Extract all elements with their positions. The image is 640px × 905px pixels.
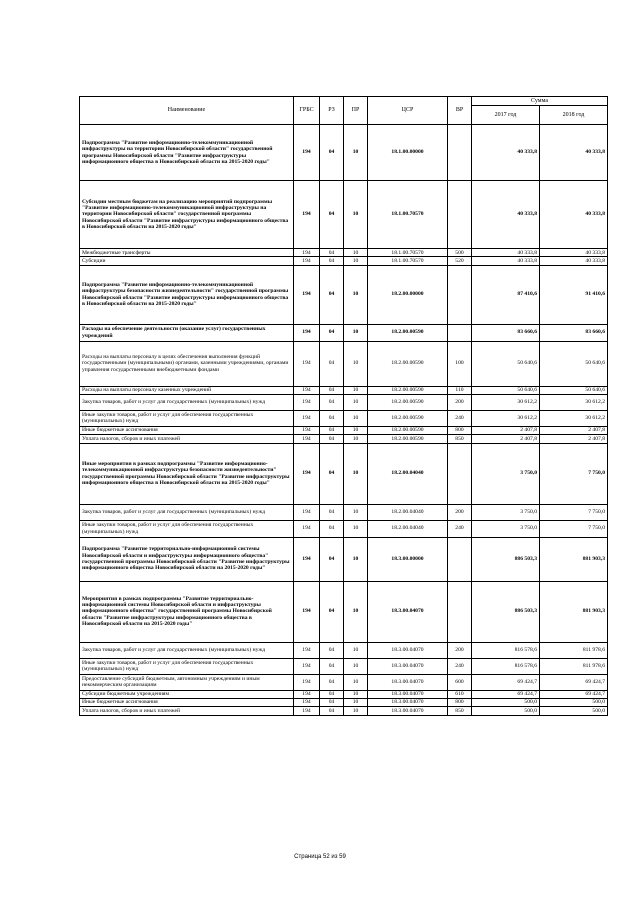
cell-grbs: 194 [294,249,320,257]
cell-csr: 18.2.00.00590 [368,386,448,394]
cell-grbs: 194 [294,125,320,181]
cell-name: Расходы на выплаты персоналу в целях обеспечения выполнения функций государственными (муниципальными) органами, казенными учреждениями, органами управления государственными внебюджетными фондами [80,341,294,386]
cell-grbs: 194 [294,658,320,674]
cell-vr: 800 [448,698,472,706]
cell-y2018: 69 424,7 [540,690,608,698]
header-rz: РЗ [320,97,344,125]
cell-rz: 04 [320,642,344,658]
cell-grbs: 194 [294,504,320,520]
cell-vr: 200 [448,504,472,520]
cell-y2018: 50 640,6 [540,386,608,394]
cell-y2018: 83 660,6 [540,324,608,341]
cell-grbs: 194 [294,341,320,386]
cell-rz: 04 [320,504,344,520]
cell-name: Иные бюджетные ассигнования [80,426,294,434]
cell-grbs: 194 [294,443,320,504]
table-row [80,435,608,443]
cell-pr: 10 [344,426,368,434]
table-row [80,341,608,386]
cell-vr [448,443,472,504]
cell-grbs: 194 [294,426,320,434]
cell-y2018: 7 750,0 [540,443,608,504]
cell-y2018: 40 333,8 [540,257,608,265]
cell-csr: 18.3.00.04070 [368,658,448,674]
cell-csr: 18.2.00.00590 [368,410,448,426]
table-row [80,581,608,642]
cell-grbs: 194 [294,386,320,394]
cell-name: Подпрограмма "Развитие территориально-информационной системы Новосибирской области и инфраструктуры информационного общества" государственной программы Новосибирской области "Развитие инфраструктуры информационного общества Новосибирской области на 2015-2020 годы" [80,537,294,581]
table-row [80,265,608,324]
cell-y2017: 83 660,6 [472,324,540,341]
cell-csr: 18.2.00.00590 [368,341,448,386]
cell-y2018: 30 612,2 [540,410,608,426]
cell-vr: 850 [448,707,472,715]
cell-vr: 240 [448,410,472,426]
table-row [80,443,608,504]
cell-csr: 18.1.00.70570 [368,181,448,249]
table-row [80,410,608,426]
cell-y2017: 69 424,7 [472,674,540,690]
cell-name: Уплата налогов, сборов и иных платежей [80,435,294,443]
cell-grbs: 194 [294,581,320,642]
header-grbs: ГРБС [294,97,320,125]
cell-name: Иные закупки товаров, работ и услуг для обеспечения государственных (муниципальных) нужд [80,520,294,537]
cell-name: Предоставление субсидий бюджетным, автономным учреждениям и иным некоммерческим организациям [80,674,294,690]
cell-vr: 200 [448,394,472,410]
cell-y2018: 2 407,8 [540,426,608,434]
cell-csr: 18.2.00.00590 [368,324,448,341]
cell-csr: 18.3.00.04070 [368,690,448,698]
cell-rz: 04 [320,341,344,386]
cell-csr: 18.2.00.00000 [368,265,448,324]
cell-csr: 18.3.00.04070 [368,674,448,690]
cell-rz: 04 [320,324,344,341]
cell-csr: 18.3.00.04070 [368,698,448,706]
cell-name: Уплата налогов, сборов и иных платежей [80,707,294,715]
cell-name: Закупка товаров, работ и услуг для государственных (муниципальных) нужд [80,504,294,520]
cell-vr: 240 [448,658,472,674]
cell-name: Иные мероприятия в рамках подпрограммы "Развитие информационно-телекоммуникационной инфраструктуры безопасности жизнедеятельности" государственной программы Новосибирской области "Развитие инфраструктуры информационного общества в Новосибирской области на 2015-2020 годы" [80,443,294,504]
cell-pr: 10 [344,658,368,674]
cell-vr: 610 [448,690,472,698]
header-pr: ПР [344,97,368,125]
table-row [80,707,608,715]
cell-vr: 800 [448,426,472,434]
cell-pr: 10 [344,394,368,410]
cell-y2017: 886 503,3 [472,581,540,642]
table-row [80,698,608,706]
header-vr: ВР [448,97,472,125]
table-row [80,674,608,690]
cell-grbs: 194 [294,520,320,537]
cell-y2017: 3 750,0 [472,520,540,537]
cell-y2018: 69 424,7 [540,674,608,690]
cell-grbs: 194 [294,265,320,324]
cell-rz: 04 [320,394,344,410]
cell-pr: 10 [344,581,368,642]
cell-vr: 200 [448,642,472,658]
header-csr: ЦСР [368,97,448,125]
cell-pr: 10 [344,443,368,504]
cell-csr: 18.3.00.04070 [368,707,448,715]
cell-y2017: 3 750,0 [472,443,540,504]
table-row [80,125,608,181]
cell-y2017: 69 424,7 [472,690,540,698]
cell-pr: 10 [344,125,368,181]
table-row [80,426,608,434]
cell-pr: 10 [344,707,368,715]
header-year-2018: 2018 год [540,106,608,125]
cell-grbs: 194 [294,642,320,658]
cell-pr: 10 [344,386,368,394]
cell-rz: 04 [320,690,344,698]
cell-grbs: 194 [294,394,320,410]
cell-vr: 240 [448,520,472,537]
table-row [80,394,608,410]
cell-y2018: 30 612,2 [540,394,608,410]
cell-rz: 04 [320,265,344,324]
cell-vr: 520 [448,257,472,265]
cell-name: Закупка товаров, работ и услуг для государственных (муниципальных) нужд [80,394,294,410]
cell-vr [448,181,472,249]
cell-grbs: 194 [294,435,320,443]
cell-y2017: 87 410,6 [472,265,540,324]
table-row [80,520,608,537]
cell-y2018: 50 640,6 [540,341,608,386]
cell-y2017: 3 750,0 [472,504,540,520]
cell-rz: 04 [320,581,344,642]
cell-pr: 10 [344,537,368,581]
cell-y2017: 2 407,8 [472,426,540,434]
cell-y2017: 2 407,8 [472,435,540,443]
cell-y2018: 811 978,6 [540,658,608,674]
cell-y2017: 30 612,2 [472,410,540,426]
cell-y2018: 7 750,0 [540,520,608,537]
cell-rz: 04 [320,426,344,434]
cell-y2017: 816 578,6 [472,658,540,674]
cell-pr: 10 [344,341,368,386]
cell-y2018: 40 333,8 [540,181,608,249]
table-row [80,324,608,341]
table-row [80,504,608,520]
table-row [80,658,608,674]
cell-name: Подпрограмма "Развитие информационно-телекоммуникационной инфраструктуры на территории Новосибирской области" государственной программы Новосибирской области "Развитие инфраструктуры информационного общества в Новосибирской области на 2015-2020 годы" [80,125,294,181]
cell-grbs: 194 [294,537,320,581]
cell-csr: 18.2.00.04040 [368,520,448,537]
cell-name: Субсидии местным бюджетам на реализацию мероприятий подпрограммы "Развитие информационно-телекоммуникационной инфраструктуры на территории Новосибирской области" государственной программы Новосибирской области "Развитие инфраструктуры информационного общества в Новосибирской области на 2015-2020 годы" [80,181,294,249]
table-row [80,642,608,658]
cell-rz: 04 [320,707,344,715]
table-body [80,125,608,716]
cell-y2018: 811 978,6 [540,642,608,658]
table-row [80,181,608,249]
cell-y2018: 2 407,8 [540,435,608,443]
cell-csr: 18.1.00.00000 [368,125,448,181]
cell-rz: 04 [320,698,344,706]
cell-y2017: 40 333,8 [472,125,540,181]
table-row [80,249,608,257]
cell-y2018: 881 903,3 [540,581,608,642]
cell-y2017: 816 578,6 [472,642,540,658]
cell-vr [448,537,472,581]
cell-csr: 18.3.00.04070 [368,642,448,658]
cell-y2017: 886 503,3 [472,537,540,581]
cell-vr [448,125,472,181]
cell-pr: 10 [344,435,368,443]
cell-pr: 10 [344,520,368,537]
cell-rz: 04 [320,443,344,504]
cell-grbs: 194 [294,674,320,690]
cell-rz: 04 [320,674,344,690]
cell-name: Субсидии [80,257,294,265]
cell-csr: 18.2.00.00590 [368,435,448,443]
cell-grbs: 194 [294,410,320,426]
cell-pr: 10 [344,504,368,520]
cell-csr: 18.2.00.04040 [368,443,448,504]
table-header [80,97,608,125]
cell-grbs: 194 [294,690,320,698]
cell-y2017: 500,0 [472,698,540,706]
table-row [80,386,608,394]
cell-vr [448,265,472,324]
cell-name: Иные закупки товаров, работ и услуг для обеспечения государственных (муниципальных) нужд [80,410,294,426]
cell-rz: 04 [320,537,344,581]
cell-rz: 04 [320,520,344,537]
cell-vr: 850 [448,435,472,443]
cell-name: Закупка товаров, работ и услуг для государственных (муниципальных) нужд [80,642,294,658]
cell-y2018: 7 750,0 [540,504,608,520]
cell-rz: 04 [320,125,344,181]
cell-grbs: 194 [294,181,320,249]
cell-rz: 04 [320,181,344,249]
cell-vr: 100 [448,341,472,386]
budget-table [79,96,608,716]
cell-y2017: 30 612,2 [472,394,540,410]
cell-y2017: 50 640,6 [472,386,540,394]
cell-y2017: 40 333,8 [472,257,540,265]
cell-pr: 10 [344,257,368,265]
cell-pr: 10 [344,324,368,341]
cell-csr: 18.2.00.00590 [368,426,448,434]
page-footer: Страница 52 из 59 [294,854,346,860]
table-row [80,690,608,698]
cell-name: Субсидии бюджетным учреждениям [80,690,294,698]
cell-csr: 18.3.00.04070 [368,581,448,642]
cell-csr: 18.3.00.00000 [368,537,448,581]
cell-vr: 110 [448,386,472,394]
cell-name: Подпрограмма "Развитие информационно-телекоммуникационной инфраструктуры безопасности жизнедеятельности" государственной программы Новосибирской области "Развитие инфраструктуры информационного общества в Новосибирской области на 2015-2020 годы" [80,265,294,324]
cell-grbs: 194 [294,257,320,265]
cell-name: Расходы на обеспечение деятельности (оказание услуг) государственных учреждений [80,324,294,341]
header-sum: Сумма [472,97,608,106]
cell-csr: 18.2.00.00590 [368,394,448,410]
cell-pr: 10 [344,642,368,658]
cell-rz: 04 [320,410,344,426]
cell-grbs: 194 [294,707,320,715]
cell-y2017: 500,0 [472,707,540,715]
cell-name: Межбюджетные трансферты [80,249,294,257]
cell-rz: 04 [320,658,344,674]
cell-rz: 04 [320,257,344,265]
cell-rz: 04 [320,435,344,443]
cell-y2017: 50 640,6 [472,341,540,386]
cell-pr: 10 [344,249,368,257]
cell-y2018: 500,0 [540,698,608,706]
cell-rz: 04 [320,249,344,257]
cell-y2018: 40 333,8 [540,125,608,181]
cell-name: Иные закупки товаров, работ и услуг для обеспечения государственных (муниципальных) нужд [80,658,294,674]
cell-pr: 10 [344,698,368,706]
cell-vr: 500 [448,249,472,257]
cell-y2017: 40 333,8 [472,249,540,257]
cell-vr: 600 [448,674,472,690]
cell-vr [448,324,472,341]
cell-grbs: 194 [294,698,320,706]
cell-y2018: 40 333,8 [540,249,608,257]
cell-pr: 10 [344,674,368,690]
cell-y2018: 881 903,3 [540,537,608,581]
cell-vr [448,581,472,642]
cell-name: Расходы на выплаты персоналу казенных учреждений [80,386,294,394]
header-name: Наименование [80,97,294,125]
cell-rz: 04 [320,386,344,394]
cell-csr: 18.1.00.70570 [368,257,448,265]
header-year-2017: 2017 год [472,106,540,125]
cell-y2017: 40 333,8 [472,181,540,249]
cell-pr: 10 [344,265,368,324]
cell-csr: 18.2.00.04040 [368,504,448,520]
cell-grbs: 194 [294,324,320,341]
cell-name: Мероприятия в рамках подпрограммы "Развитие территориально-информационной системы Новосибирской области и инфраструктуры информационного общества" государственной программы Новосибирской области "Развитие инфраструктуры информационного общества в Новосибирской области на 2015-2020 годы" [80,581,294,642]
cell-y2018: 500,0 [540,707,608,715]
cell-pr: 10 [344,690,368,698]
table-row [80,257,608,265]
table-row [80,537,608,581]
cell-y2018: 91 410,6 [540,265,608,324]
cell-name: Иные бюджетные ассигнования [80,698,294,706]
cell-csr: 18.1.00.70570 [368,249,448,257]
cell-pr: 10 [344,410,368,426]
cell-pr: 10 [344,181,368,249]
